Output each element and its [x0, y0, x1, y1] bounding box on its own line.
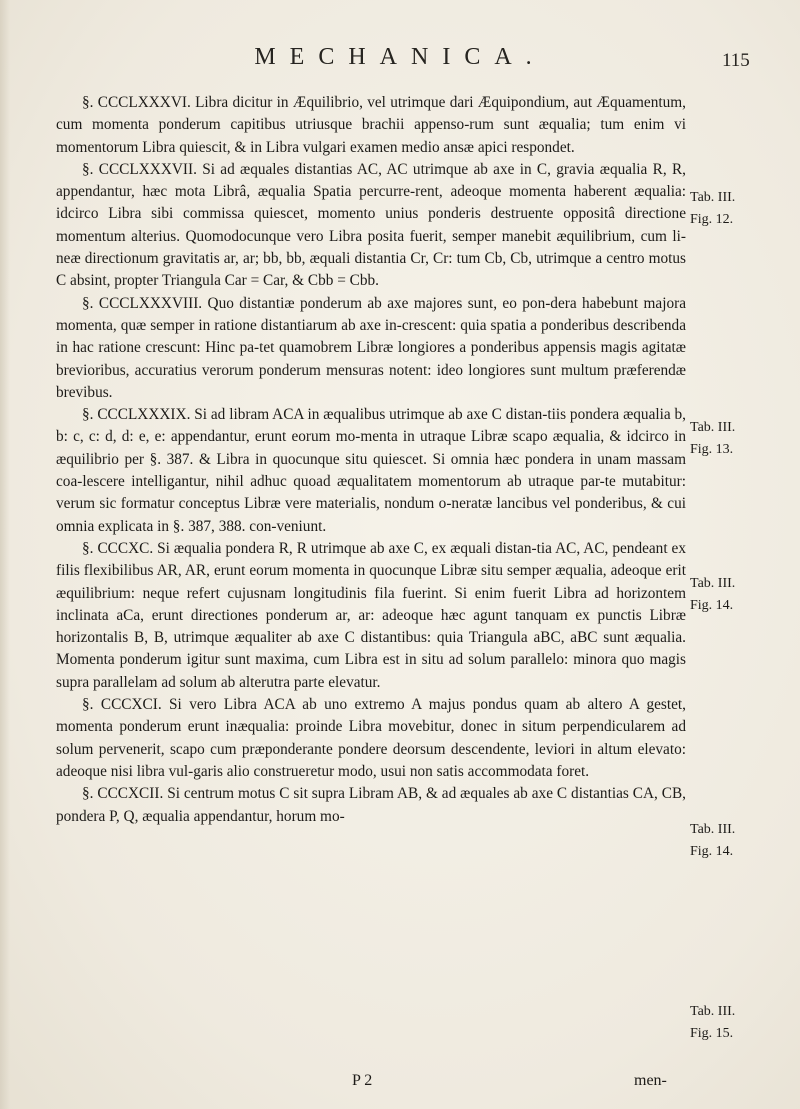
margin-note-fig: Fig. 14. [690, 598, 734, 613]
running-head: MECHANICA. [254, 44, 546, 70]
margin-note-tab: Tab. III. [690, 1004, 736, 1019]
margin-note-tab: Tab. III. [690, 190, 736, 205]
page-number: 115 [722, 50, 750, 71]
signature-mark: P 2 [352, 1072, 373, 1089]
paragraph-386: §. CCCLXXXVI. Libra dicitur in Æquilibrio, vel utrimque dari Æquipondium, aut Æquamentum, cum momenta ponderum capitibus utriusque brachii appenso-rum sunt æqualia; tum enim vi momentorum Libra quiescit, & in Libra vulgari examen medio ansæ apici respondet. [56, 94, 686, 156]
paragraph-392: §. CCCXCII. Si centrum motus C sit supra Libram AB, & ad æquales ab axe C distantias CA, CB, pondera P, Q, æqualia appendantur, horum mo- [56, 785, 686, 825]
catchword: men- [634, 1072, 667, 1089]
paragraph-388: §. CCCLXXXVIII. Quo distantiæ ponderum ab axe majores sunt, eo pon-dera habebunt majora momenta, quæ semper in ratione distantiarum ab axe in-crescent: quia spatia a ponderibus describenda in hac ratione crescunt: Hinc pa-tet quamobrem Libræ longiores a ponderibus appensis magis agitatæ brevioribus, accuratius verorum ponderum mensuras notent: ideo longiores sunt multum præferendæ brevibus. [56, 294, 686, 401]
margin-note-tab: Tab. III. [690, 576, 736, 591]
margin-note-tab: Tab. III. [690, 420, 736, 435]
margin-note-fig: Fig. 15. [690, 1026, 734, 1041]
margin-note-fig: Fig. 13. [690, 442, 734, 457]
paragraph-391: §. CCCXCI. Si vero Libra ACA ab uno extremo A majus pondus quam ab altero A gestet, momenta ponderum erunt inæqualia: proinde Libra movebitur, donec in situm perpendicularem ad solum pervenerit, scapo cum præponderante pondere deorsum descendente, leviori in altum elevato: adeoque nisi libra vul-garis alio construeretur modo, usui non satis accommodata foret. [56, 696, 686, 780]
paragraph-390: §. CCCXC. Si æqualia pondera R, R utrimque ab axe C, ex æquali distan-tia AC, AC, pendeant ex filis flexibilibus AR, AR, erunt eorum momenta in quocunque Libræ situ semper æqualia, adeoque erit æquilibrium: neque refert cujusnam longitudinis fila fuerint. Si enim fuerit Libra ad horizontem inclinata aCa, erunt directiones ponderum ar, ar: adeoque hæc agunt tanquam ex punctis Libræ horizontalis B, B, utrimque æqualiter ab axe C distantibus: quia Triangula aBC, aBC sunt æqualia. Momenta ponderum igitur sunt maxima, cum Libra est in situ ad solum parallelo: minora quo magis supra parallelam ad solum ab alterutra parte elevatur. [56, 539, 686, 691]
margin-note-fig: Fig. 14. [690, 844, 734, 859]
margin-note-fig: Fig. 12. [690, 212, 734, 227]
paragraph-389: §. CCCLXXXIX. Si ad libram ACA in æqualibus utrimque ab axe C distan-tiis pondera æqualia b, b: c, c: d, d: e, e: appendantur, erunt eorum mo-menta in utraque Libræ scapo æqualia, & idcirco in æquilibrio per §. 387. & Libra in quocunque situ quiescet. Si omnia hæc pondera in unam massam coa-lescere intelligantur, nihil adhuc quoad æqualitatem momentorum ab utraque par-te mutabitur: verum sic formatur conceptus Libræ vere materialis, nondum o-neratæ lancibus vel ponderibus, & cui omnia explicata in §. 387, 388. con-veniunt. [56, 406, 686, 535]
page-header [0, 44, 800, 80]
margin-note-tab: Tab. III. [690, 822, 736, 837]
paragraph-387: §. CCCLXXXVII. Si ad æquales distantias AC, AC utrimque ab axe in C, gravia æqualia R, R, appendantur, hæc mota Librâ, æqualia Spatia percurre-rent, adeoque momenta haberent æqualia: idcirco Libra sibi commissa quiescet, momento unius ponderis destruente oppositâ directione momentum alterius. Quomodocunque vero Libra posita fuerit, semper manebit æquilibrium, cum li-neæ directionum gravitatis ar, ar; bb, bb, æquali distantia Cr, Cr: tum Cb, Cb, utrimque a centro motus C absint, propter Triangula Car = Car, & Cbb = Cbb. [56, 160, 686, 290]
binding-edge [0, 0, 10, 1109]
body-text [56, 92, 686, 828]
